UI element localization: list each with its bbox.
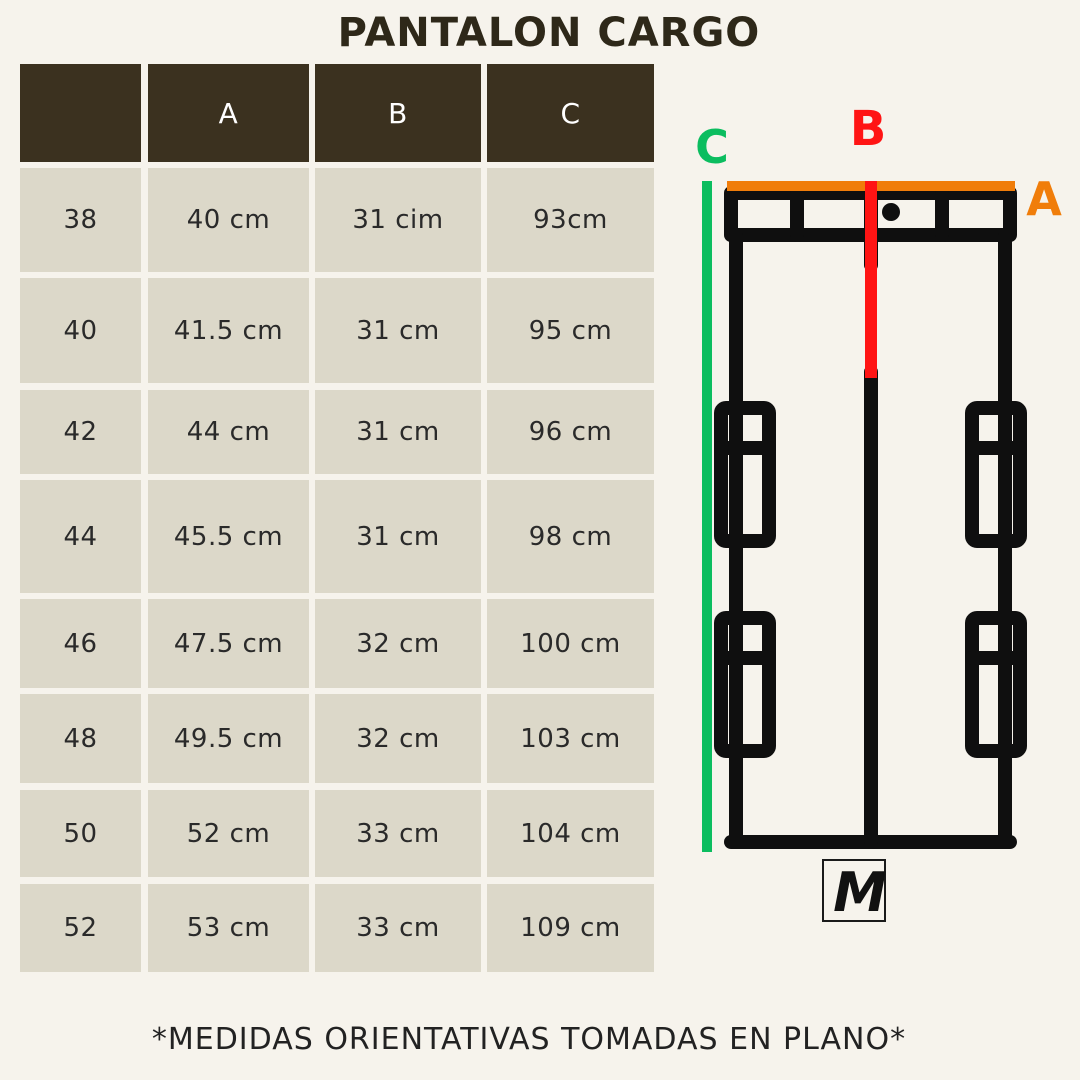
table-cell-b: 31 cm <box>315 278 481 383</box>
table-cell-b: 31 cm <box>315 390 481 474</box>
table-cell-size: 44 <box>20 480 141 593</box>
table-cell-c: 95 cm <box>487 278 654 383</box>
table-cell-c: 93cm <box>487 168 654 272</box>
label-c: C <box>695 120 729 174</box>
table-header-cell: B <box>315 64 481 162</box>
table-cell-size: 38 <box>20 168 141 272</box>
table-cell-a: 45.5 cm <box>148 480 309 593</box>
table-cell-c: 98 cm <box>487 480 654 593</box>
table-cell-size: 50 <box>20 790 141 877</box>
measurement-note: *MEDIDAS ORIENTATIVAS TOMADAS EN PLANO* <box>151 1022 907 1057</box>
table-cell-a: 49.5 cm <box>148 694 309 783</box>
table-cell-b: 32 cm <box>315 599 481 688</box>
size-label: M <box>833 861 887 924</box>
table-cell-b: 33 cm <box>315 884 481 972</box>
table-cell-c: 100 cm <box>487 599 654 688</box>
page-title: PANTALON CARGO <box>337 10 761 56</box>
table-cell-b: 31 cim <box>315 168 481 272</box>
table-cell-c: 103 cm <box>487 694 654 783</box>
table-cell-a: 52 cm <box>148 790 309 877</box>
table-cell-size: 52 <box>20 884 141 972</box>
table-cell-b: 32 cm <box>315 694 481 783</box>
table-cell-a: 44 cm <box>148 390 309 474</box>
table-cell-c: 96 cm <box>487 390 654 474</box>
table-cell-size: 42 <box>20 390 141 474</box>
table-cell-b: 33 cm <box>315 790 481 877</box>
table-cell-a: 41.5 cm <box>148 278 309 383</box>
table-cell-b: 31 cm <box>315 480 481 593</box>
table-header-cell <box>20 64 141 162</box>
table-cell-size: 40 <box>20 278 141 383</box>
table-cell-size: 46 <box>20 599 141 688</box>
table-header-cell: A <box>148 64 309 162</box>
table-cell-a: 40 cm <box>148 168 309 272</box>
table-cell-c: 109 cm <box>487 884 654 972</box>
table-header-cell: C <box>487 64 654 162</box>
table-cell-a: 53 cm <box>148 884 309 972</box>
pants-measurement-diagram <box>690 90 1080 935</box>
label-b: B <box>849 101 887 157</box>
table-cell-size: 48 <box>20 694 141 783</box>
label-a: A <box>1026 172 1062 226</box>
table-cell-c: 104 cm <box>487 790 654 877</box>
button-icon <box>882 203 900 221</box>
table-cell-a: 47.5 cm <box>148 599 309 688</box>
